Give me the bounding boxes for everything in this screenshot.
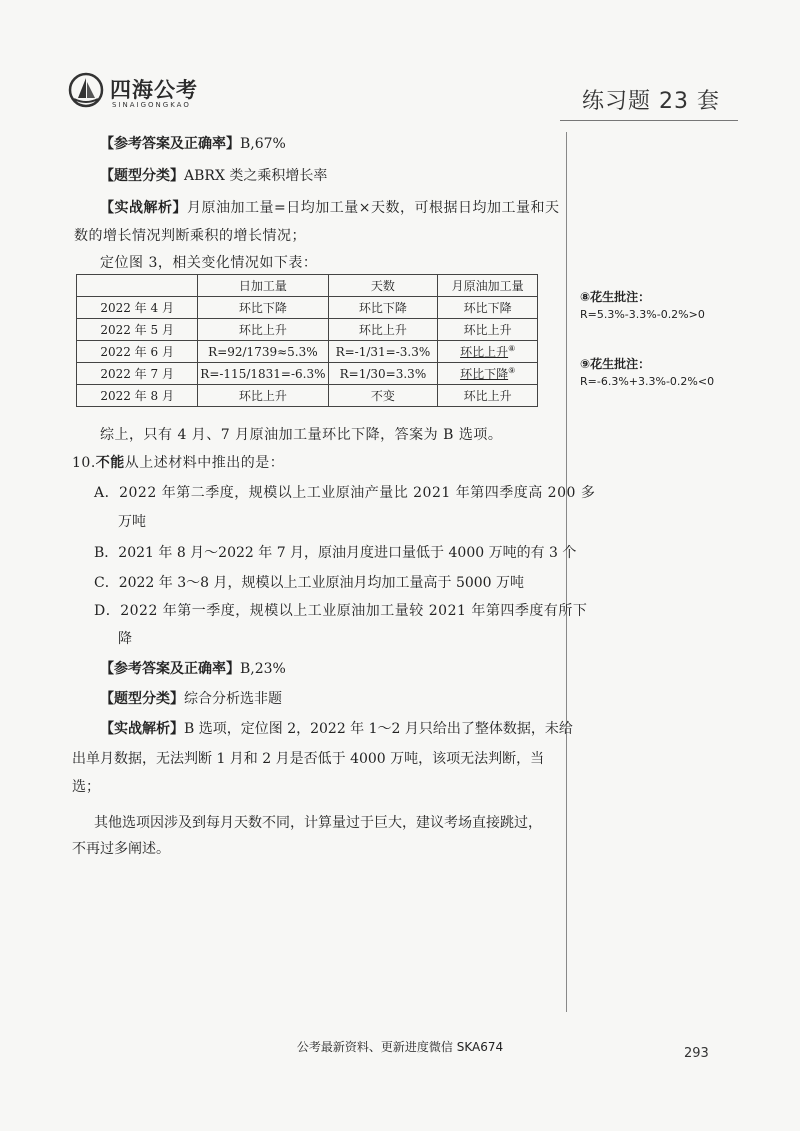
table-header-cell: 天数 [328,275,438,297]
logo-title: 四海公考 [110,78,198,102]
q9-analysis-line2: 数的增长情况判断乘积的增长情况； [74,228,306,244]
q9-answer-line [100,133,286,155]
q10-analysis-line1 [100,718,573,740]
table-cell: 2022 年 8 月 [77,385,198,407]
change-table [76,274,538,407]
table-row [77,319,538,341]
table-cell: R=-115/1831=-6.3% [198,363,328,385]
table-cell-text: 环比上升 [460,345,509,359]
table-row [77,363,538,385]
table-cell: 环比下降 [438,297,538,319]
table-header-row [77,275,538,297]
table-header-cell: 日加工量 [198,275,328,297]
q10-type-value: 综合分析选非题 [184,691,282,707]
q10-analysis-text1: B 选项，定位图 2，2022 年 1～2 月只给出了整体数据，未给 [184,721,573,737]
q10-option-c: C．2022 年 3～8 月，规模以上工业原油月均加工量高于 5000 万吨 [94,575,525,591]
side-note-body: R=5.3%-3.3%-0.2%>0 [580,308,705,321]
table-cell: 2022 年 6 月 [77,341,198,363]
q9-analysis-label: 【实战解析】 [100,200,187,216]
q10-option-a-line2: 万吨 [118,514,146,530]
q10-number: 10. [72,455,96,471]
table-cell: 环比下降 [198,297,328,319]
q10-other-line2: 不再过多阐述。 [72,841,170,857]
table-cell-text: 环比下降 [460,367,509,381]
q9-analysis-line1 [100,197,559,219]
table-cell: R=92/1739≈5.3% [198,341,328,363]
q10-answer-line [100,658,286,680]
header-divider [560,120,738,121]
q9-type-label: 【题型分类】 [100,168,184,184]
q10-answer-label: 【参考答案及正确率】 [100,661,240,677]
q10-option-b: B．2021 年 8 月～2022 年 7 月，原油月度进口量低于 4000 万吨的有 3 个 [94,545,577,561]
table-cell: 2022 年 5 月 [77,319,198,341]
table-row [77,385,538,407]
set-title: 练习题 23 套 [582,89,720,114]
side-note-body: R=-6.3%+3.3%-0.2%<0 [580,375,715,388]
q10-other-line1: 其他选项因涉及到每月天数不同，计算量过于巨大，建议考场直接跳过， [94,815,542,831]
table-cell: 环比下降 [328,297,438,319]
q10-option-d-line1: D．2022 年第一季度，规模以上工业原油加工量较 2021 年第四季度有所下 [94,603,588,619]
annotation-marker-8: ⑧ [508,344,516,353]
table-cell: 2022 年 7 月 [77,363,198,385]
q10-stem-bold: 不能 [95,455,125,471]
table-header-cell [77,275,198,297]
brand-logo [68,72,218,112]
table-cell-annotated [438,341,538,363]
table-cell: 环比上升 [438,385,538,407]
q10-type-label: 【题型分类】 [100,691,184,707]
table-cell: 2022 年 4 月 [77,297,198,319]
q10-answer-value: B,23% [240,661,286,677]
table-cell: 环比上升 [328,319,438,341]
side-note-heading: ⑧花生批注： [580,290,651,304]
page-number: 293 [684,1046,709,1061]
margin-divider [566,132,567,1012]
logo-subtitle: SINAIGONGKAO [112,101,191,109]
table-row [77,341,538,363]
q10-analysis-line2: 出单月数据，无法判断 1 月和 2 月是否低于 4000 万吨，该项无法判断，当 [72,751,545,767]
sailboat-logo-icon [68,72,104,108]
table-cell-annotated [438,363,538,385]
side-note-heading: ⑨花生批注： [580,357,651,371]
q10-option-a-line1: A．2022 年第二季度，规模以上工业原油产量比 2021 年第四季度高 200 多 [94,485,596,501]
q10-stem-text: 从上述材料中推出的是： [124,455,285,471]
annotation-marker-9: ⑨ [508,366,516,375]
q9-answer-label: 【参考答案及正确率】 [100,136,240,152]
q9-analysis-text1: 月原油加工量=日均加工量×天数，可根据日均加工量和天 [187,200,560,216]
side-note-8 [580,288,705,321]
q10-stem [72,452,284,474]
q9-type-line [100,165,327,187]
table-cell: R=-1/31=-3.3% [328,341,438,363]
table-cell: R=1/30=3.3% [328,363,438,385]
table-header-cell: 月原油加工量 [438,275,538,297]
q10-type-line [100,688,282,710]
table-cell: 不变 [328,385,438,407]
table-cell: 环比上升 [438,319,538,341]
side-note-9 [580,355,714,388]
q10-analysis-label: 【实战解析】 [100,721,184,737]
q10-analysis-line3: 选； [72,779,100,795]
q9-locate-text: 定位图 3，相关变化情况如下表： [100,255,318,271]
q9-answer-value: B,67% [240,136,286,152]
table-row [77,297,538,319]
footer-text: 公考最新资料、更新进度微信 SKA674 [296,1040,504,1054]
table-cell: 环比上升 [198,385,328,407]
table-cell: 环比上升 [198,319,328,341]
q10-option-d-line2: 降 [118,631,132,647]
q9-type-value: ABRX 类之乘积增长率 [184,168,328,184]
q9-summary: 综上，只有 4 月、7 月原油加工量环比下降，答案为 B 选项。 [100,427,503,443]
